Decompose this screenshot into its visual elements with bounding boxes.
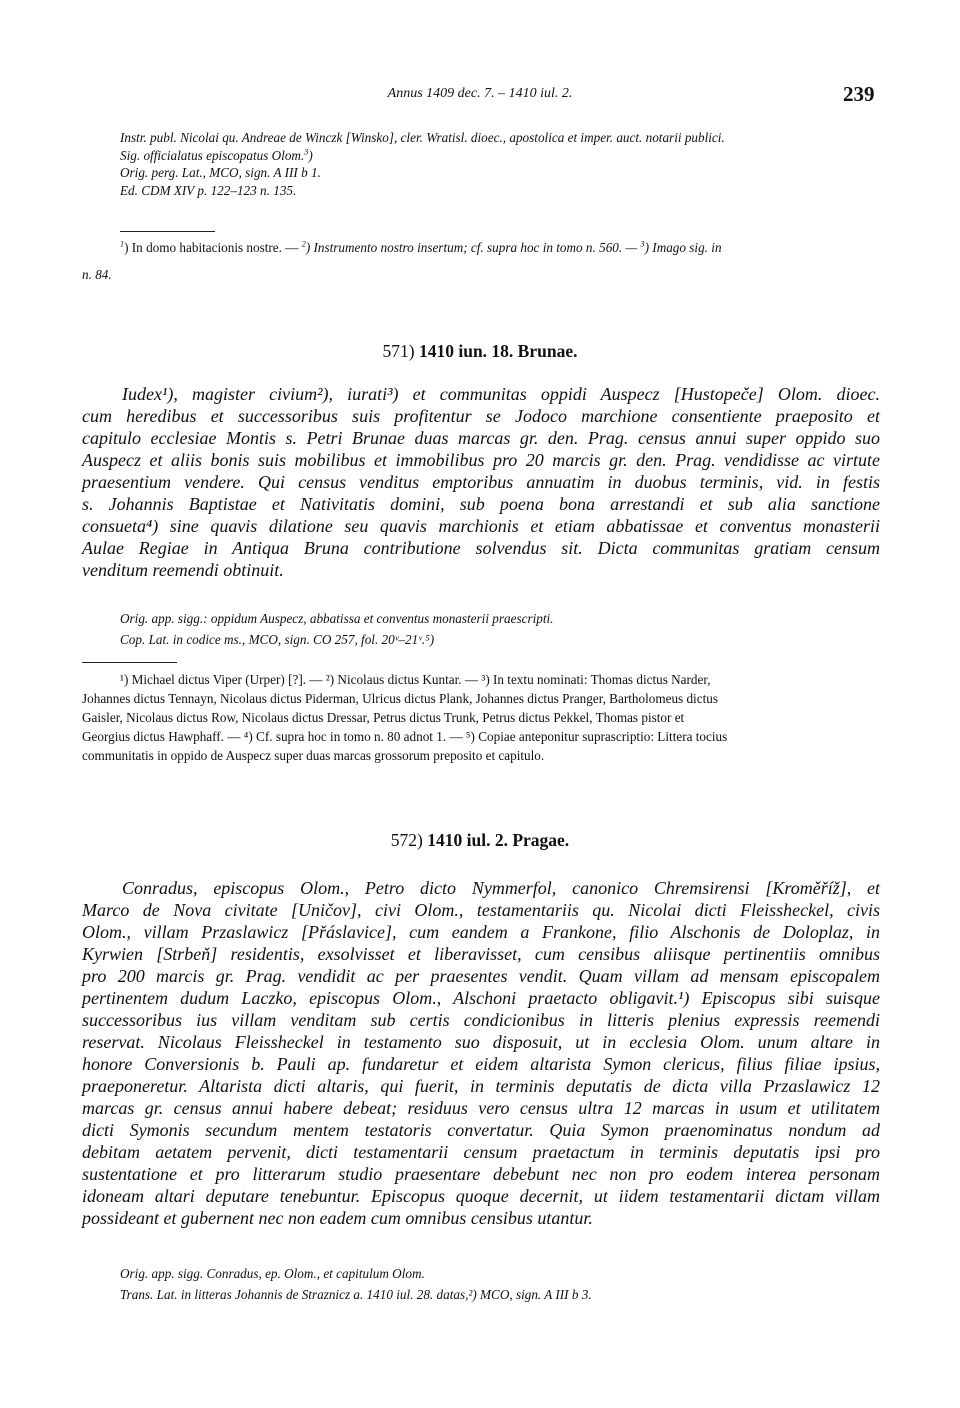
doc-572-line: sustentatione et pro litterarum studio praesentare debebunt nec non pro eodem interea personam <box>82 1164 880 1184</box>
doc-572-line: debitam aetatem pervenit, dicti testamentarii censum praetactum in terminis deputatis ipsi pro <box>82 1142 880 1162</box>
fn-mark-2: 2 <box>301 239 306 249</box>
doc-571-line: capitulo ecclesiae Montis s. Petri Brunae duas marcas gr. den. Prag. census annui super oppido suo <box>82 428 880 448</box>
doc-571-date-place: 1410 iun. 18. Brunae. <box>418 341 578 361</box>
doc-572-heading <box>0 830 960 851</box>
prev-doc-footnote-ref-3: 3 <box>304 147 309 157</box>
doc-572-line: idoneam altari deputare tenebuntur. Episcopus quoque decernit, ut iidem testamentarii dictam villam <box>82 1186 880 1206</box>
doc-572-line: Kyrwien [Strbeň] residentis, exsolvisset et liberavisset, cum censibus aliisque pertinentiis omnibus <box>82 944 880 964</box>
doc-572-number: 572) <box>390 830 423 850</box>
fn-text-3: ) Imago sig. in <box>644 240 722 255</box>
doc-572-line: praeponeretur. Altarista dicti altaris, qui fuerit, in terminis deputatis de dicta villa Przaslawicz 12 <box>82 1076 880 1096</box>
doc-572-line: successoribus ius villam venditam sub certis condicionibus in litteris plenius expressis reemendi <box>82 1010 880 1030</box>
prev-doc-line-4: Ed. CDM XIV p. 122–123 n. 135. <box>120 182 297 198</box>
doc-572-line: possideant et gubernent nec non eadem cum omnibus censibus utantur. <box>82 1208 593 1228</box>
doc-571-footnotes <box>82 670 880 765</box>
doc-571-line: Auspecz et aliis bonis suis mobilibus et immobilibus pro 20 marcis gr. den. Prag. vendidisse ac virtute <box>82 450 880 470</box>
prev-doc-line-1: Instr. publ. Nicolai qu. Andreae de Winczk [Winsko], cler. Wratisl. dioec., apostolica et imper. auct. notarii publici. <box>120 130 725 145</box>
doc-572-line: dicti Symonis secundum mentem testatoris convertatur. Quia Symon praenominatus nondum ad <box>82 1120 880 1140</box>
doc-571-line: cum heredibus et successoribus suis profitentur se Jodoco marchione consentiente praeposito et <box>82 406 880 426</box>
doc-571-heading <box>0 341 960 362</box>
running-head: Annus 1409 dec. 7. – 1410 iul. 2. <box>387 86 573 101</box>
footnote-rule-2 <box>82 662 177 663</box>
prev-doc-line-3: Orig. perg. Lat., MCO, sign. A III b 1. <box>120 165 321 180</box>
doc-572-regest <box>82 877 880 1229</box>
doc-571-footnote-line: Georgius dictus Hawphaff. — ⁴) Cf. supra hoc in tomo n. 80 adnot 1. — ⁵) Copiae anteponitur suprascriptio: Littera tocius <box>82 729 728 744</box>
doc-572-line: reservat. Nicolaus Fleissheckel in testamento suo disposuit, ut in ecclesia Olom. unum altare in <box>82 1032 880 1052</box>
doc-571-source-orig: Orig. app. sigg.: oppidum Auspecz, abbatissa et conventus monasterii praescripti. <box>120 611 554 626</box>
doc-572-date-place: 1410 iul. 2. Pragae. <box>427 830 570 850</box>
doc-571-number: 571) <box>382 341 415 361</box>
doc-571-footnote-line: communitatis in oppido de Auspecz super duas marcas grossorum preposito et capitulo. <box>82 748 545 763</box>
doc-571-footnote-line: ¹) Michael dictus Viper (Urper) [?]. — ²) Nicolaus dictus Kuntar. — ³) In textu nominati: Thomas dictus Narder, <box>120 672 711 687</box>
fn-text-2: ) Instrumento nostro insertum; cf. supra hoc in tomo n. 560. — <box>305 240 641 255</box>
doc-572-line: Conradus, episcopus Olom., Petro dicto Nymmerfol, canonico Chremsirensi [Kroměříž], et <box>122 878 880 898</box>
doc-572-source-trans: Trans. Lat. in litteras Johannis de Straznicz a. 1410 iul. 28. datas,²) MCO, sign. A III b 3. <box>120 1287 592 1302</box>
doc-572-line: pertinentem dudum Laczko, episcopus Olom., Alschoni praetacto obligavit.¹) Episcopus sibi suisque <box>82 988 880 1008</box>
prev-doc-line-2-text: Sig. officialatus episcopatus Olom. <box>120 147 305 163</box>
doc-572-line: Olom., villam Przaslawicz [Přáslavice], cum eandem a Frankone, filio Alschonis de Doloplaz, in <box>82 922 880 942</box>
prev-doc-line-2-close: ) <box>308 147 313 163</box>
doc-572-line: pro 200 marcis gr. Prag. vendidit ac per praesentes vendit. Quam villam ad mensam episcopalem <box>82 966 880 986</box>
doc-571-regest <box>82 383 880 581</box>
prev-doc-footnote-continuation: n. 84. <box>82 267 112 282</box>
footnote-rule-1 <box>120 231 215 232</box>
page-number: 239 <box>843 82 875 106</box>
doc-571-line: s. Johannis Baptistae et Nativitatis domini, sub poena bona arrestandi et sub alia sanctione <box>82 494 880 514</box>
doc-572-source-orig: Orig. app. sigg. Conradus, ep. Olom., et capitulum Olom. <box>120 1266 425 1281</box>
doc-571-source-copy: Cop. Lat. in codice ms., MCO, sign. CO 257, fol. 20ᵛ–21ᵛ.⁵) <box>120 632 435 647</box>
fn-mark-3: 3 <box>640 239 645 249</box>
fn-mark-1: 1 <box>120 239 125 249</box>
doc-571-line: Iudex¹), magister civium²), iurati³) et communitas oppidi Auspecz [Hustopeče] Olom. dioec. <box>122 384 880 404</box>
prev-doc-line-2 <box>120 147 880 165</box>
doc-571-line: consueta⁴) sine quavis dilatione seu quavis marchionis et etiam abbatissae et conventus monasterii <box>82 516 880 536</box>
doc-571-line: praesentium vendere. Qui census venditus emptoribus annuatim in duobus terminis, vid. in festis <box>82 472 880 492</box>
fn-text-1: ) In domo habitacionis nostre. — <box>124 240 302 255</box>
prev-doc-apparatus <box>120 129 880 199</box>
doc-572-line: marcas gr. census annui habere debeat; residuus vero census ultra 12 marcas in usum et utilitatem <box>82 1098 880 1118</box>
doc-572-line: Marco de Nova civitate [Uničov], civi Olom., testamentariis qu. Nicolai dicti Fleissheckel, civis <box>82 900 880 920</box>
doc-571-footnote-line: Gaisler, Nicolaus dictus Row, Nicolaus dictus Dressar, Petrus dictus Trunk, Petrus dictus Pekkel, Thomas pistor et <box>82 710 685 725</box>
doc-571-footnote-line: Johannes dictus Tennayn, Nicolaus dictus Piderman, Ulricus dictus Plank, Johannes dictus Pranger, Bartholomeus dictus <box>82 691 718 706</box>
prev-doc-footnotes <box>120 238 722 257</box>
doc-571-line: Aulae Regiae in Antiqua Bruna contributione solvendus sit. Dicta communitas gratiam censum <box>82 538 880 558</box>
doc-572-line: honore Conversionis b. Pauli ap. fundaretur et eidem altarista Symon clericus, filius filiae ipsius, <box>82 1054 880 1074</box>
doc-571-line: venditum reemendi obtinuit. <box>82 560 284 580</box>
